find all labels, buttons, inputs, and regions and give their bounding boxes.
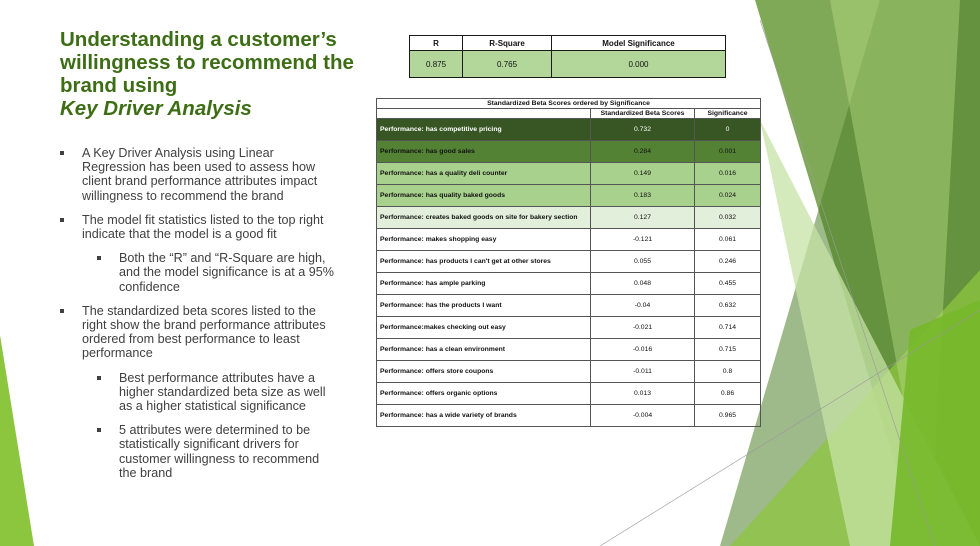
beta-cell: -0.121 bbox=[591, 229, 695, 251]
significance-cell: 0.024 bbox=[695, 185, 761, 207]
bullet-square-icon bbox=[97, 376, 101, 380]
table-row bbox=[377, 339, 761, 361]
significance-cell: 0.86 bbox=[695, 383, 761, 405]
title-subtitle: Key Driver Analysis bbox=[60, 97, 252, 120]
beta-cell: -0.004 bbox=[591, 405, 695, 427]
table-row bbox=[377, 317, 761, 339]
beta-cell: 0.183 bbox=[591, 185, 695, 207]
sub-bullet-item bbox=[58, 423, 338, 480]
table-row bbox=[377, 141, 761, 163]
table-caption: Standardized Beta Scores ordered by Significance bbox=[377, 99, 761, 109]
sub-bullet-item bbox=[58, 251, 338, 294]
beta-cell: 0.055 bbox=[591, 251, 695, 273]
significance-cell: 0.032 bbox=[695, 207, 761, 229]
header-r-square: R-Square bbox=[463, 36, 552, 51]
attribute-cell: Performance: offers store coupons bbox=[377, 361, 591, 383]
beta-cell: -0.021 bbox=[591, 317, 695, 339]
beta-cell: 0.284 bbox=[591, 141, 695, 163]
attribute-cell: Performance: has quality baked goods bbox=[377, 185, 591, 207]
header-model-significance: Model Significance bbox=[552, 36, 726, 51]
significance-cell: 0.632 bbox=[695, 295, 761, 317]
bullet-square-icon bbox=[60, 218, 64, 222]
bullet-item bbox=[58, 213, 338, 241]
beta-cell: 0.149 bbox=[591, 163, 695, 185]
attribute-cell: Performance: creates baked goods on site for bakery section bbox=[377, 207, 591, 229]
attribute-cell: Performance: has a clean environment bbox=[377, 339, 591, 361]
attribute-cell: Performance: offers organic options bbox=[377, 383, 591, 405]
table-row bbox=[377, 119, 761, 141]
bullet-square-icon bbox=[97, 428, 101, 432]
attribute-cell: Performance: has competitive pricing bbox=[377, 119, 591, 141]
table-row bbox=[377, 295, 761, 317]
table-row bbox=[377, 251, 761, 273]
attribute-cell: Performance: has ample parking bbox=[377, 273, 591, 295]
bullet-item bbox=[58, 146, 338, 203]
attribute-cell: Performance: has products I can't get at other stores bbox=[377, 251, 591, 273]
table-row bbox=[377, 361, 761, 383]
significance-cell: 0.455 bbox=[695, 273, 761, 295]
slide-title bbox=[60, 28, 380, 120]
significance-cell: 0.016 bbox=[695, 163, 761, 185]
table-row bbox=[377, 229, 761, 251]
header-beta: Standardized Beta Scores bbox=[591, 109, 695, 119]
sub-bullet-item bbox=[58, 371, 338, 414]
significance-cell: 0.965 bbox=[695, 405, 761, 427]
significance-cell: 0.714 bbox=[695, 317, 761, 339]
bullet-text: Best performance attributes have a higher standardized beta size as well as a higher statistical significance bbox=[119, 370, 326, 414]
bullet-item bbox=[58, 304, 338, 361]
attribute-cell: Performance: has the products I want bbox=[377, 295, 591, 317]
value-model-significance: 0.000 bbox=[552, 51, 726, 78]
beta-cell: -0.016 bbox=[591, 339, 695, 361]
significance-cell: 0.001 bbox=[695, 141, 761, 163]
beta-scores-table bbox=[376, 98, 761, 427]
significance-cell: 0.8 bbox=[695, 361, 761, 383]
beta-cell: -0.04 bbox=[591, 295, 695, 317]
value-r-square: 0.765 bbox=[463, 51, 552, 78]
bullet-square-icon bbox=[60, 151, 64, 155]
beta-cell: 0.013 bbox=[591, 383, 695, 405]
beta-cell: 0.048 bbox=[591, 273, 695, 295]
significance-cell: 0 bbox=[695, 119, 761, 141]
bullet-text: Both the “R” and “R-Square are high, and the model significance is at a 95% confidence bbox=[119, 251, 334, 294]
beta-cell: 0.127 bbox=[591, 207, 695, 229]
left-accent-shape bbox=[0, 335, 34, 546]
bullet-text: The model fit statistics listed to the top right indicate that the model is a good fit bbox=[82, 212, 324, 242]
table-row bbox=[377, 185, 761, 207]
significance-cell: 0.061 bbox=[695, 229, 761, 251]
bullet-text: The standardized beta scores listed to the right show the brand performance attributes ordered from best performance to least performance bbox=[82, 303, 326, 361]
header-attribute bbox=[377, 109, 591, 119]
beta-cell: -0.011 bbox=[591, 361, 695, 383]
table-row bbox=[377, 207, 761, 229]
bullet-text: A Key Driver Analysis using Linear Regression has been used to assess how client brand performance attributes impact willingness to recommend the brand bbox=[82, 146, 318, 203]
value-r: 0.875 bbox=[410, 51, 463, 78]
table-row bbox=[377, 405, 761, 427]
header-significance: Significance bbox=[695, 109, 761, 119]
bullet-list bbox=[58, 146, 338, 490]
bullet-square-icon bbox=[97, 256, 101, 260]
table-row bbox=[377, 273, 761, 295]
significance-cell: 0.246 bbox=[695, 251, 761, 273]
attribute-cell: Performance: has a quality deli counter bbox=[377, 163, 591, 185]
header-r: R bbox=[410, 36, 463, 51]
beta-cell: 0.732 bbox=[591, 119, 695, 141]
attribute-cell: Performance: has a wide variety of brands bbox=[377, 405, 591, 427]
attribute-cell: Performance: makes shopping easy bbox=[377, 229, 591, 251]
bullet-text: 5 attributes were determined to be statistically significant drivers for customer willingness to recommend the brand bbox=[119, 423, 320, 480]
model-fit-table bbox=[409, 35, 726, 78]
table-row bbox=[377, 163, 761, 185]
table-row bbox=[377, 383, 761, 405]
significance-cell: 0.715 bbox=[695, 339, 761, 361]
attribute-cell: Performance: has good sales bbox=[377, 141, 591, 163]
title-main: Understanding a customer’s willingness to recommend the brand using bbox=[60, 28, 354, 97]
bullet-square-icon bbox=[60, 309, 64, 313]
attribute-cell: Performance:makes checking out easy bbox=[377, 317, 591, 339]
